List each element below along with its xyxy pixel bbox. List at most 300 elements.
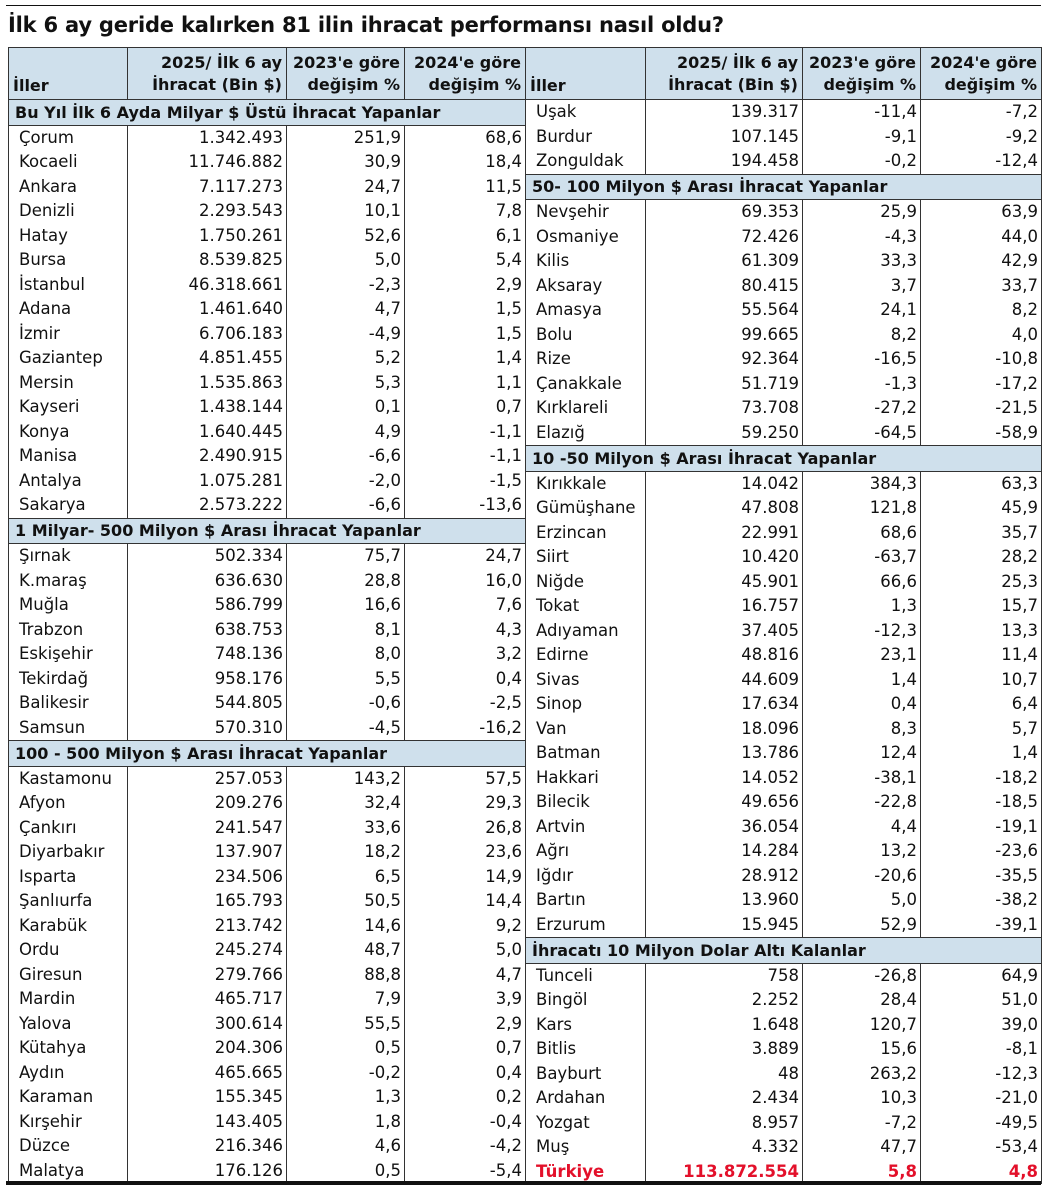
export-value: 1.438.144 [128, 395, 287, 420]
table-row [526, 421, 1042, 446]
export-value: 59.250 [646, 421, 803, 446]
table-row [526, 594, 1042, 619]
table-row [526, 1111, 1042, 1136]
table-row [9, 1134, 526, 1159]
export-value: 107.145 [646, 125, 803, 150]
table-row [9, 371, 526, 396]
province-name: Kars [526, 1013, 646, 1038]
province-name: Kastamonu [9, 766, 128, 791]
export-value: 137.907 [128, 840, 287, 865]
change-2024: -0,4 [405, 1110, 526, 1135]
change-2023: 263,2 [803, 1062, 921, 1087]
export-value: 234.506 [128, 865, 287, 890]
table-row [526, 988, 1042, 1013]
table-row [9, 840, 526, 865]
export-value: 2.490.915 [128, 444, 287, 469]
table-row [526, 717, 1042, 742]
change-2024: 23,6 [405, 840, 526, 865]
change-2023: 8,3 [803, 717, 921, 742]
province-name: Bitlis [526, 1037, 646, 1062]
change-2024: 24,7 [405, 544, 526, 569]
table-row [9, 544, 526, 569]
province-name: Kırşehir [9, 1110, 128, 1135]
table-row [526, 1086, 1042, 1111]
export-value: 17.634 [646, 692, 803, 717]
change-2023: 143,2 [287, 766, 405, 791]
column-header-change-2023-line1: 2023'e göre [292, 52, 400, 72]
province-name: Sivas [526, 668, 646, 693]
change-2023: 33,3 [803, 249, 921, 274]
export-value: 502.334 [128, 544, 287, 569]
export-value: 72.426 [646, 225, 803, 250]
change-2024: 42,9 [921, 249, 1042, 274]
export-value: 28.912 [646, 864, 803, 889]
province-name: Yalova [9, 1012, 128, 1037]
column-header-change-2024-line1: 2024'e göre [929, 52, 1037, 72]
change-2023: 121,8 [803, 496, 921, 521]
change-2024: -10,8 [921, 347, 1042, 372]
column-header-export-line1: 2025/ İlk 6 ay [676, 52, 798, 72]
change-2023: 384,3 [803, 471, 921, 496]
change-2024: 13,3 [921, 619, 1042, 644]
change-2023: 25,9 [803, 200, 921, 225]
change-2023: 68,6 [803, 521, 921, 546]
change-2024: 68,6 [405, 125, 526, 150]
change-2023: 4,6 [287, 1134, 405, 1159]
export-value: 465.665 [128, 1061, 287, 1086]
province-name: Muş [526, 1135, 646, 1160]
column-header-export-line1: 2025/ İlk 6 ay [160, 52, 282, 72]
province-name: Elazığ [526, 421, 646, 446]
change-2023: 30,9 [287, 150, 405, 175]
export-value: 213.742 [128, 914, 287, 939]
change-2023: 8,2 [803, 323, 921, 348]
section-header [9, 100, 526, 126]
export-value: 570.310 [128, 716, 287, 741]
province-name: Konya [9, 420, 128, 445]
change-2024: -58,9 [921, 421, 1042, 446]
table-row [526, 1062, 1042, 1087]
change-2023: 10,3 [803, 1086, 921, 1111]
export-value: 586.799 [128, 593, 287, 618]
province-name: Bartın [526, 888, 646, 913]
table-row [9, 667, 526, 692]
change-2023: -6,6 [287, 444, 405, 469]
table-row [9, 691, 526, 716]
export-value: 2.434 [646, 1086, 803, 1111]
table-row [526, 249, 1042, 274]
change-2024: 5,0 [405, 938, 526, 963]
bottom-rule [6, 1181, 1041, 1185]
change-2024: 2,9 [405, 273, 526, 298]
change-2023: 88,8 [287, 963, 405, 988]
table-row [9, 175, 526, 200]
export-value: 46.318.661 [128, 273, 287, 298]
change-2024: 0,7 [405, 1036, 526, 1061]
table-row [526, 125, 1042, 150]
change-2023: 24,1 [803, 298, 921, 323]
section-title: 10 -50 Milyon $ Arası İhracat Yapanlar [526, 446, 1042, 472]
change-2023: 18,2 [287, 840, 405, 865]
province-name: İzmir [9, 322, 128, 347]
export-value: 48 [646, 1062, 803, 1087]
export-value: 758 [646, 963, 803, 988]
province-name: Ankara [9, 175, 128, 200]
province-name: K.maraş [9, 569, 128, 594]
table-row [526, 815, 1042, 840]
column-header-change-2024-line2: değişim % [944, 74, 1037, 94]
export-value: 80.415 [646, 274, 803, 299]
change-2023: 5,0 [287, 248, 405, 273]
export-value: 1.648 [646, 1013, 803, 1038]
change-2023: -16,5 [803, 347, 921, 372]
province-name: Sinop [526, 692, 646, 717]
change-2023: 1,4 [803, 668, 921, 693]
province-name: Eskişehir [9, 642, 128, 667]
province-name: Van [526, 717, 646, 742]
change-2023: 75,7 [287, 544, 405, 569]
export-value: 4.332 [646, 1135, 803, 1160]
change-2024: -21,5 [921, 396, 1042, 421]
table-row [526, 1013, 1042, 1038]
export-value: 465.717 [128, 987, 287, 1012]
change-2024: 57,5 [405, 766, 526, 791]
export-value: 18.096 [646, 717, 803, 742]
change-2024: -2,5 [405, 691, 526, 716]
export-value: 6.706.183 [128, 322, 287, 347]
table-row [526, 471, 1042, 496]
export-value: 1.075.281 [128, 469, 287, 494]
change-2023: -2,0 [287, 469, 405, 494]
table-row [526, 766, 1042, 791]
change-2024: 4,0 [921, 323, 1042, 348]
table-row [526, 1135, 1042, 1160]
change-2024: -4,2 [405, 1134, 526, 1159]
province-name: Bayburt [526, 1062, 646, 1087]
change-2023: -7,2 [803, 1111, 921, 1136]
table-row [9, 593, 526, 618]
change-2024: 0,7 [405, 395, 526, 420]
change-2024: -12,3 [921, 1062, 1042, 1087]
change-2024: 2,9 [405, 1012, 526, 1037]
table-row [9, 618, 526, 643]
table-row [9, 420, 526, 445]
change-2023: 1,3 [287, 1085, 405, 1110]
change-2024: 16,0 [405, 569, 526, 594]
table-row [526, 913, 1042, 938]
table-row [526, 1037, 1042, 1062]
province-name: Burdur [526, 125, 646, 150]
province-name: Kayseri [9, 395, 128, 420]
change-2023: -9,1 [803, 125, 921, 150]
change-2023: -4,3 [803, 225, 921, 250]
export-value: 139.317 [646, 100, 803, 125]
province-name: Kocaeli [9, 150, 128, 175]
change-2024: -17,2 [921, 372, 1042, 397]
province-name: Kırıkkale [526, 471, 646, 496]
export-value: 61.309 [646, 249, 803, 274]
section-title: 50- 100 Milyon $ Arası İhracat Yapanlar [526, 174, 1042, 200]
change-2024: 1,4 [405, 346, 526, 371]
change-2024: -8,1 [921, 1037, 1042, 1062]
export-value: 241.547 [128, 816, 287, 841]
change-2023: -4,9 [287, 322, 405, 347]
change-2024: -1,1 [405, 444, 526, 469]
table-row [9, 1159, 526, 1184]
export-value: 14.284 [646, 839, 803, 864]
change-2023: 0,1 [287, 395, 405, 420]
change-2024: 5,7 [921, 717, 1042, 742]
change-2023: 5,0 [803, 888, 921, 913]
export-value: 1.750.261 [128, 224, 287, 249]
export-value: 37.405 [646, 619, 803, 644]
change-2024: 63,3 [921, 471, 1042, 496]
export-value: 14.052 [646, 766, 803, 791]
table-row [9, 569, 526, 594]
province-name: Tokat [526, 594, 646, 619]
table-row [9, 444, 526, 469]
table-row [526, 274, 1042, 299]
province-name: Şanlıurfa [9, 889, 128, 914]
export-value: 4.851.455 [128, 346, 287, 371]
province-name: Zonguldak [526, 149, 646, 174]
change-2023: -2,3 [287, 273, 405, 298]
table-row [9, 1036, 526, 1061]
export-value: 2.573.222 [128, 493, 287, 518]
province-name: Bursa [9, 248, 128, 273]
column-header-change-2023-line2: değişim % [823, 74, 916, 94]
section-title: İhracatı 10 Milyon Dolar Altı Kalanlar [526, 938, 1042, 964]
export-value: 51.719 [646, 372, 803, 397]
export-value: 69.353 [646, 200, 803, 225]
change-2023: 120,7 [803, 1013, 921, 1038]
change-2024: 26,8 [405, 816, 526, 841]
province-name: Niğde [526, 570, 646, 595]
province-name: Isparta [9, 865, 128, 890]
section-header [526, 174, 1042, 200]
change-2024: 1,5 [405, 297, 526, 322]
change-2023: 28,8 [287, 569, 405, 594]
table-row [9, 642, 526, 667]
change-2024: -16,2 [405, 716, 526, 741]
province-name: Denizli [9, 199, 128, 224]
change-2023: -20,6 [803, 864, 921, 889]
province-name: Mersin [9, 371, 128, 396]
export-value: 14.042 [646, 471, 803, 496]
table-row [526, 741, 1042, 766]
table-row [9, 322, 526, 347]
table-row [526, 643, 1042, 668]
change-2024: -49,5 [921, 1111, 1042, 1136]
export-value: 8.957 [646, 1111, 803, 1136]
province-name: Tekirdağ [9, 667, 128, 692]
table-row [526, 545, 1042, 570]
change-2023: 48,7 [287, 938, 405, 963]
change-2024: -5,4 [405, 1159, 526, 1184]
change-2024: 11,4 [921, 643, 1042, 668]
change-2024: -19,1 [921, 815, 1042, 840]
change-2023: 3,7 [803, 274, 921, 299]
change-2024: -12,4 [921, 149, 1042, 174]
province-name: Bilecik [526, 790, 646, 815]
change-2024: 1,4 [921, 741, 1042, 766]
export-value: 36.054 [646, 815, 803, 840]
change-2023: 6,5 [287, 865, 405, 890]
export-value: 176.126 [128, 1159, 287, 1184]
province-name: İstanbul [9, 273, 128, 298]
export-value: 13.960 [646, 888, 803, 913]
table-row [9, 297, 526, 322]
province-name: Diyarbakır [9, 840, 128, 865]
change-2023: 0,4 [803, 692, 921, 717]
province-name: Edirne [526, 643, 646, 668]
table-row [9, 199, 526, 224]
export-value: 1.461.640 [128, 297, 287, 322]
column-header-export [646, 48, 803, 100]
province-name: Hatay [9, 224, 128, 249]
export-value: 10.420 [646, 545, 803, 570]
export-value: 44.609 [646, 668, 803, 693]
change-2024: 8,2 [921, 298, 1042, 323]
table-row [9, 1012, 526, 1037]
table-row [9, 716, 526, 741]
table-row [526, 225, 1042, 250]
province-name: Giresun [9, 963, 128, 988]
change-2023: 7,9 [287, 987, 405, 1012]
change-2023: 4,9 [287, 420, 405, 445]
table-row [526, 496, 1042, 521]
province-name: Bingöl [526, 988, 646, 1013]
change-2024: 35,7 [921, 521, 1042, 546]
change-2023: 15,6 [803, 1037, 921, 1062]
column-header-change-2023 [287, 48, 405, 100]
change-2023: 52,6 [287, 224, 405, 249]
change-2023: 52,9 [803, 913, 921, 938]
province-name: Osmaniye [526, 225, 646, 250]
change-2023: 47,7 [803, 1135, 921, 1160]
change-2023: -6,6 [287, 493, 405, 518]
change-2024: 64,9 [921, 963, 1042, 988]
table-row [526, 372, 1042, 397]
table-row [9, 938, 526, 963]
province-name: Siirt [526, 545, 646, 570]
change-2024: 15,7 [921, 594, 1042, 619]
change-2024: -18,5 [921, 790, 1042, 815]
change-2024: 11,5 [405, 175, 526, 200]
export-value: 1.342.493 [128, 125, 287, 150]
province-name: Kilis [526, 249, 646, 274]
province-name: Batman [526, 741, 646, 766]
table-row [9, 987, 526, 1012]
change-2023: -26,8 [803, 963, 921, 988]
change-2023: 251,9 [287, 125, 405, 150]
table-row [526, 100, 1042, 125]
change-2024: 51,0 [921, 988, 1042, 1013]
change-2024: 1,5 [405, 322, 526, 347]
export-value: 165.793 [128, 889, 287, 914]
change-2024: 25,3 [921, 570, 1042, 595]
export-value: 7.117.273 [128, 175, 287, 200]
province-name: Erzurum [526, 913, 646, 938]
change-2023: -64,5 [803, 421, 921, 446]
table-row [9, 1110, 526, 1135]
export-value: 1.640.445 [128, 420, 287, 445]
table-row [9, 469, 526, 494]
change-2024: 39,0 [921, 1013, 1042, 1038]
change-2024: -53,4 [921, 1135, 1042, 1160]
province-name: Afyon [9, 791, 128, 816]
change-2024: -18,2 [921, 766, 1042, 791]
change-2024: 33,7 [921, 274, 1042, 299]
header-row [9, 48, 526, 100]
change-2023: 5,3 [287, 371, 405, 396]
change-2024: 18,4 [405, 150, 526, 175]
export-value: 55.564 [646, 298, 803, 323]
column-header-change-2024-line2: değişim % [428, 74, 521, 94]
change-2023: 5,2 [287, 346, 405, 371]
table-row [526, 668, 1042, 693]
total-change-2024: 4,8 [921, 1160, 1042, 1185]
left-table [8, 47, 526, 1183]
section-header [526, 446, 1042, 472]
change-2023: -63,7 [803, 545, 921, 570]
column-header-iller: İller [9, 48, 128, 100]
export-value: 48.816 [646, 643, 803, 668]
export-value: 92.364 [646, 347, 803, 372]
change-2024: -1,1 [405, 420, 526, 445]
export-value: 3.889 [646, 1037, 803, 1062]
province-name: Iğdır [526, 864, 646, 889]
province-name: Balikesir [9, 691, 128, 716]
table-row [9, 865, 526, 890]
change-2023: -11,4 [803, 100, 921, 125]
change-2024: 14,9 [405, 865, 526, 890]
province-name: Gümüşhane [526, 496, 646, 521]
province-name: Uşak [526, 100, 646, 125]
table-row [526, 570, 1042, 595]
change-2024: 0,4 [405, 1061, 526, 1086]
change-2023: 12,4 [803, 741, 921, 766]
change-2024: 28,2 [921, 545, 1042, 570]
export-value: 15.945 [646, 913, 803, 938]
export-value: 22.991 [646, 521, 803, 546]
change-2023: 13,2 [803, 839, 921, 864]
export-value: 204.306 [128, 1036, 287, 1061]
change-2023: 50,5 [287, 889, 405, 914]
column-header-change-2023 [803, 48, 921, 100]
column-header-change-2024 [405, 48, 526, 100]
top-rule [6, 5, 1041, 6]
export-value: 11.746.882 [128, 150, 287, 175]
export-value: 143.405 [128, 1110, 287, 1135]
change-2023: 24,7 [287, 175, 405, 200]
export-value: 300.614 [128, 1012, 287, 1037]
change-2024: 14,4 [405, 889, 526, 914]
change-2023: 5,5 [287, 667, 405, 692]
export-value: 544.805 [128, 691, 287, 716]
export-value: 748.136 [128, 642, 287, 667]
section-header [526, 938, 1042, 964]
province-name: Nevşehir [526, 200, 646, 225]
section-header [9, 518, 526, 544]
province-name: Manisa [9, 444, 128, 469]
column-header-export-line2: İhracat (Bin $) [668, 74, 798, 94]
province-name: Tunceli [526, 963, 646, 988]
change-2023: -27,2 [803, 396, 921, 421]
change-2023: -38,1 [803, 766, 921, 791]
export-value: 245.274 [128, 938, 287, 963]
change-2023: 0,5 [287, 1036, 405, 1061]
